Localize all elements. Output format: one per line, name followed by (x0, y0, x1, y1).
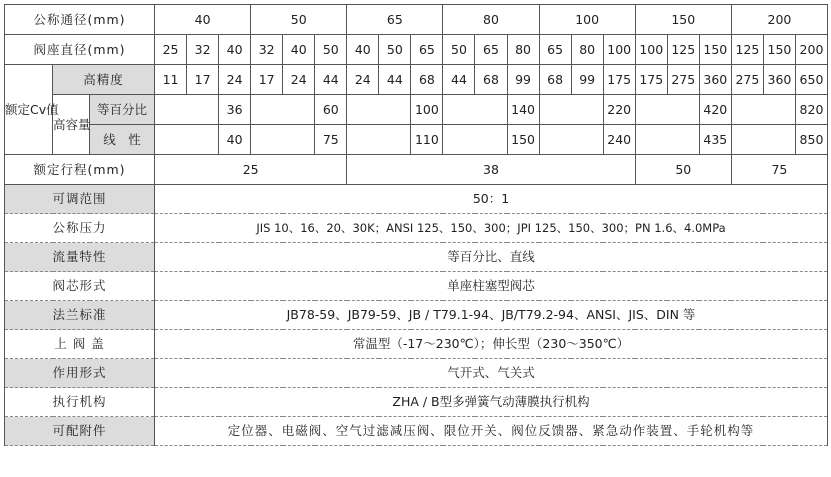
seat-diameter-cell: 80 (571, 35, 603, 65)
equal-percentage-label: 等百分比 (90, 95, 155, 125)
high-capacity-label: 高容量 (53, 95, 90, 155)
nominal-size-cell: 200 (731, 5, 827, 35)
seat-diameter-cell: 50 (379, 35, 411, 65)
seat-diameter-cell: 32 (187, 35, 219, 65)
high-precision-label: 高精度 (53, 65, 155, 95)
seat-diameter-label: 阀座直径(mm) (5, 35, 155, 65)
high-precision-cv-cell: 24 (283, 65, 315, 95)
seat-diameter-cell: 25 (155, 35, 187, 65)
action-type-label: 作用形式 (5, 359, 155, 388)
nominal-size-cell: 65 (347, 5, 443, 35)
spec-row (5, 243, 828, 272)
spec-row (5, 272, 828, 301)
equal-percentage-cv-cell: 140 (507, 95, 539, 125)
seat-diameter-cell: 65 (539, 35, 571, 65)
seat-diameter-cell: 65 (411, 35, 443, 65)
empty-cell (539, 125, 603, 155)
flow-characteristic-value: 等百分比、直线 (155, 243, 828, 272)
high-precision-cv-cell: 99 (507, 65, 539, 95)
high-precision-cv-cell: 11 (155, 65, 187, 95)
seat-diameter-row (5, 35, 828, 65)
bonnet-label: 上 阀 盖 (5, 330, 155, 359)
equal-percentage-cv-cell: 36 (219, 95, 251, 125)
seat-diameter-cell: 40 (283, 35, 315, 65)
spec-row (5, 214, 828, 243)
high-precision-cv-cell: 17 (251, 65, 283, 95)
high-precision-cv-cell: 99 (571, 65, 603, 95)
high-precision-cv-cell: 44 (379, 65, 411, 95)
empty-cell (155, 95, 219, 125)
travel-cell: 25 (155, 155, 347, 185)
actuator-label: 执行机构 (5, 388, 155, 417)
high-precision-row (5, 65, 828, 95)
seat-diameter-cell: 125 (667, 35, 699, 65)
travel-cell: 75 (731, 155, 827, 185)
action-type-value: 气开式、气关式 (155, 359, 828, 388)
nominal-size-row (5, 5, 828, 35)
nominal-size-cell: 100 (539, 5, 635, 35)
empty-cell (635, 95, 699, 125)
nominal-size-label: 公称通径(mm) (5, 5, 155, 35)
spec-row (5, 388, 828, 417)
linear-row (5, 125, 828, 155)
linear-cv-cell: 435 (699, 125, 731, 155)
adjustable-range-value: 50：1 (155, 185, 828, 214)
high-precision-cv-cell: 68 (475, 65, 507, 95)
seat-diameter-cell: 65 (475, 35, 507, 65)
adjustable-range-label: 可调范围 (5, 185, 155, 214)
accessories-value: 定位器、电磁阀、空气过滤减压阀、限位开关、阀位反馈器、紧急动作装置、手轮机构等 (155, 417, 828, 446)
travel-cell: 50 (635, 155, 731, 185)
linear-cv-cell: 75 (315, 125, 347, 155)
seat-diameter-cell: 100 (635, 35, 667, 65)
empty-cell (251, 95, 315, 125)
empty-cell (539, 95, 603, 125)
bonnet-value: 常温型（-17～230℃）；伸长型（230～350℃） (155, 330, 828, 359)
linear-cv-cell: 110 (411, 125, 443, 155)
spec-row (5, 417, 828, 446)
high-precision-cv-cell: 175 (603, 65, 635, 95)
high-precision-cv-cell: 17 (187, 65, 219, 95)
seat-diameter-cell: 125 (731, 35, 763, 65)
high-precision-cv-cell: 68 (539, 65, 571, 95)
seat-diameter-cell: 80 (507, 35, 539, 65)
spec-row (5, 359, 828, 388)
empty-cell (443, 95, 507, 125)
seat-diameter-cell: 200 (795, 35, 827, 65)
seat-diameter-cell: 32 (251, 35, 283, 65)
linear-cv-cell: 240 (603, 125, 635, 155)
flange-standard-label: 法兰标准 (5, 301, 155, 330)
high-precision-cv-cell: 68 (411, 65, 443, 95)
equal-percentage-cv-cell: 60 (315, 95, 347, 125)
high-precision-cv-cell: 275 (731, 65, 763, 95)
spec-row (5, 330, 828, 359)
flow-characteristic-label: 流量特性 (5, 243, 155, 272)
high-precision-cv-cell: 360 (763, 65, 795, 95)
plug-type-label: 阀芯形式 (5, 272, 155, 301)
seat-diameter-cell: 50 (443, 35, 475, 65)
travel-cell: 38 (347, 155, 635, 185)
actuator-value: ZHA / B型多弹簧气动薄膜执行机构 (155, 388, 828, 417)
empty-cell (731, 95, 795, 125)
seat-diameter-cell: 50 (315, 35, 347, 65)
rated-travel-row (5, 155, 828, 185)
nominal-pressure-value: JIS 10、16、20、30K；ANSI 125、150、300；JPI 125、150、300；PN 1.6、4.0MPa (155, 214, 828, 243)
linear-cv-cell: 150 (507, 125, 539, 155)
empty-cell (731, 125, 795, 155)
equal-percentage-row (5, 95, 828, 125)
accessories-label: 可配附件 (5, 417, 155, 446)
seat-diameter-cell: 40 (347, 35, 379, 65)
nominal-size-cell: 150 (635, 5, 731, 35)
seat-diameter-cell: 40 (219, 35, 251, 65)
seat-diameter-cell: 150 (763, 35, 795, 65)
empty-cell (347, 95, 411, 125)
equal-percentage-cv-cell: 820 (795, 95, 827, 125)
empty-cell (635, 125, 699, 155)
high-precision-cv-cell: 44 (443, 65, 475, 95)
nominal-size-cell: 40 (155, 5, 251, 35)
high-precision-cv-cell: 24 (219, 65, 251, 95)
plug-type-value: 单座柱塞型阀芯 (155, 272, 828, 301)
linear-label: 线 性 (90, 125, 155, 155)
equal-percentage-cv-cell: 220 (603, 95, 635, 125)
nominal-size-cell: 50 (251, 5, 347, 35)
equal-percentage-cv-cell: 420 (699, 95, 731, 125)
empty-cell (155, 125, 219, 155)
high-precision-cv-cell: 44 (315, 65, 347, 95)
spec-row (5, 185, 828, 214)
empty-cell (251, 125, 315, 155)
high-precision-cv-cell: 650 (795, 65, 827, 95)
nominal-pressure-label: 公称压力 (5, 214, 155, 243)
equal-percentage-cv-cell: 100 (411, 95, 443, 125)
linear-cv-cell: 850 (795, 125, 827, 155)
flange-standard-value: JB78-59、JB79-59、JB / T79.1-94、JB/T79.2-94、ANSI、JIS、DIN 等 (155, 301, 828, 330)
valve-spec-table (4, 4, 828, 446)
seat-diameter-cell: 100 (603, 35, 635, 65)
high-precision-cv-cell: 360 (699, 65, 731, 95)
seat-diameter-cell: 150 (699, 35, 731, 65)
nominal-size-cell: 80 (443, 5, 539, 35)
high-precision-cv-cell: 275 (667, 65, 699, 95)
rated-cv-label: 额定Cv值 (5, 65, 53, 155)
rated-travel-label: 额定行程(mm) (5, 155, 155, 185)
linear-cv-cell: 40 (219, 125, 251, 155)
spec-row (5, 301, 828, 330)
empty-cell (347, 125, 411, 155)
high-precision-cv-cell: 175 (635, 65, 667, 95)
high-precision-cv-cell: 24 (347, 65, 379, 95)
empty-cell (443, 125, 507, 155)
